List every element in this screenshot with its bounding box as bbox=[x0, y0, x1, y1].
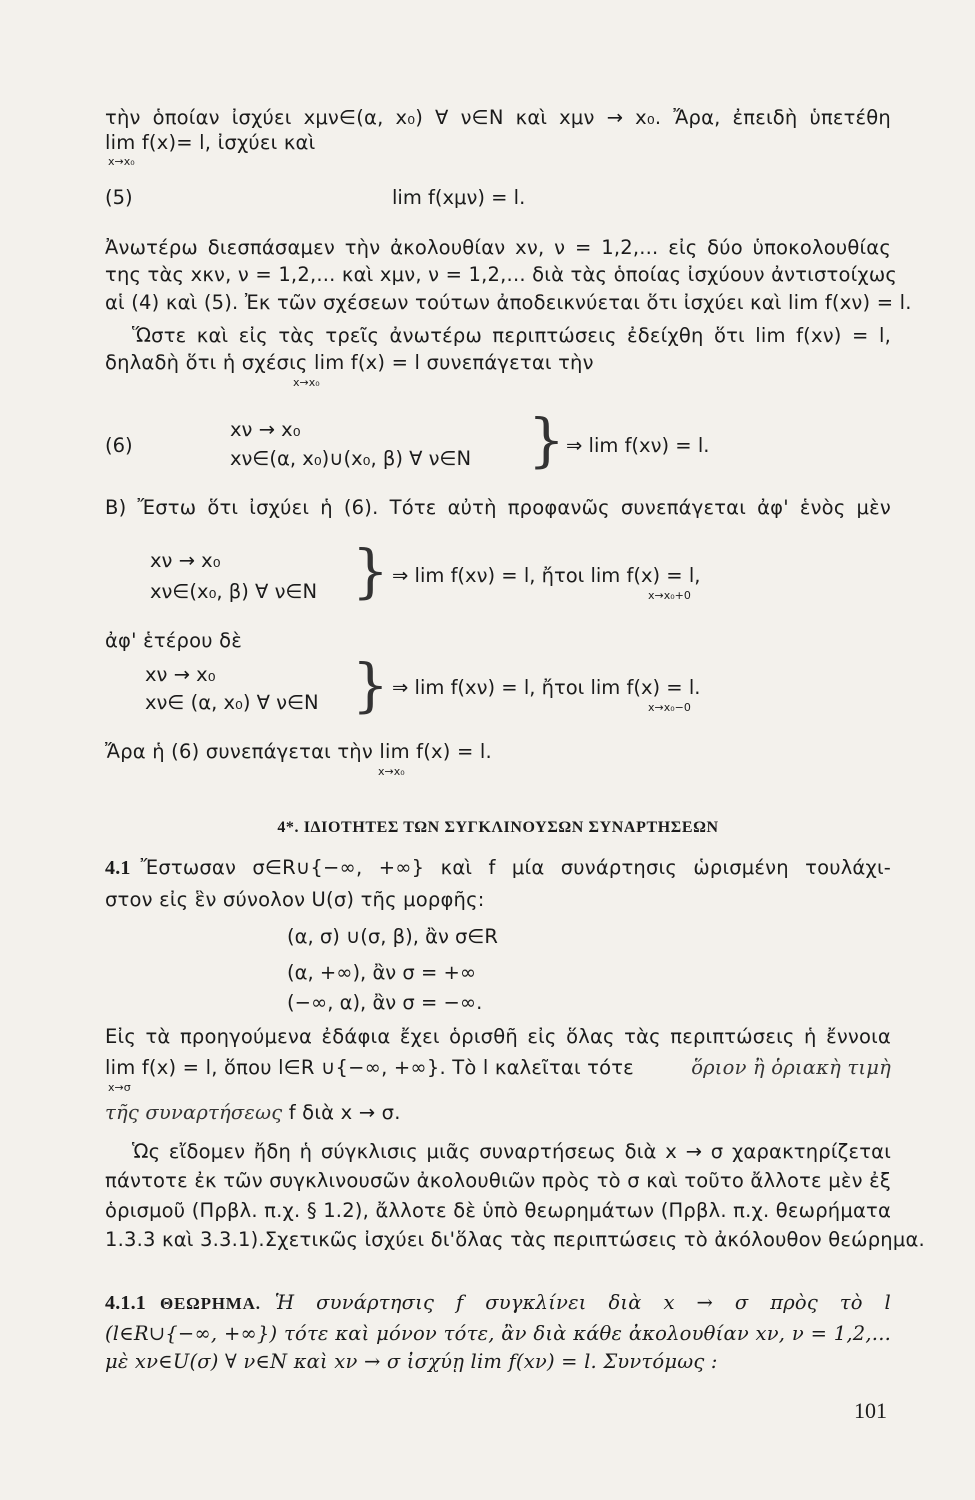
theorem-label: ΘΕΩΡΗΜΑ. bbox=[160, 1294, 261, 1313]
equation-b-result: ⇒ lim f(xν) = l, ἤτοι lim f(x) = l. bbox=[392, 676, 701, 699]
text-line: δηλαδὴ ὅτι ἡ σχέσις lim f(x) = l συνεπάγεται τὴν bbox=[105, 351, 594, 374]
equation-6-condition: xν → x₀ bbox=[230, 418, 301, 441]
text-line bbox=[105, 1056, 891, 1080]
text-line: πάντοτε ἐκ τῶν συγκλινουσῶν ἀκολουθιῶν πρὸς τὸ σ καὶ τοῦτο ἄλλοτε μὲν ἐξ bbox=[105, 1169, 891, 1192]
right-brace: } bbox=[528, 406, 565, 474]
right-brace: } bbox=[352, 651, 389, 719]
equation-6-result: ⇒ lim f(xν) = l. bbox=[566, 434, 710, 457]
text-line: ὁρισμοῦ (Πρβλ. π.χ. § 1.2), ἄλλοτε δὲ ὑπὸ θεωρημάτων (Πρβλ. π.χ. θεωρήματα bbox=[105, 1199, 891, 1222]
theorem-text: Ἡ συνάρτησις f συγκλίνει διὰ x → σ πρὸς τὸ l bbox=[274, 1291, 891, 1314]
equation-a-condition: xν → x₀ bbox=[150, 549, 221, 572]
text-line: ἀφ' ἑτέρου δὲ bbox=[105, 629, 242, 652]
italic-term: ὅριον ἢ ὁριακὴ τιμὴ bbox=[691, 1056, 891, 1079]
text-span: lim f(x) = l, ὅπου l∈R ∪{−∞, +∞}. Τὸ l καλεῖται τότε bbox=[105, 1056, 634, 1079]
text-line: Ὥστε καὶ εἰς τὰς τρεῖς ἀνωτέρω περιπτώσεις ἐδείχθη ὅτι lim f(xν) = l, bbox=[132, 324, 891, 347]
limit-subscript: x→x₀ bbox=[293, 376, 320, 389]
text-span: f διὰ x → σ. bbox=[288, 1101, 401, 1124]
text-line: Εἰς τὰ προηγούμενα ἐδάφια ἔχει ὁρισθῆ εἰς ὅλας τὰς περιπτώσεις ἡ ἔννοια bbox=[105, 1025, 891, 1048]
text-line: 1.3.3 καὶ 3.3.1).Σχετικῶς ἰσχύει δι'ὅλας τὰς περιπτώσεις τὸ ἀκόλουθον θεώρημα. bbox=[105, 1228, 925, 1251]
equation-6-condition: xν∈(α, x₀)∪(x₀, β) ∀ ν∈N bbox=[230, 447, 472, 470]
section-number: 4.1 bbox=[105, 857, 131, 879]
theorem-text-line: μὲ xν∈U(σ) ∀ ν∈N καὶ xν → σ ἰσχύῃ lim f(xν) = l. Συντόμως : bbox=[105, 1350, 718, 1373]
text-line: αἱ (4) καὶ (5). Ἐκ τῶν σχέσεων τούτων ἀποδεικνύεται ὅτι ἰσχύει καὶ lim f(xν) = l. bbox=[105, 291, 912, 314]
equation-b-condition: xν∈ (α, x₀) ∀ ν∈N bbox=[145, 691, 319, 714]
equation-a-condition: xν∈(x₀, β) ∀ ν∈N bbox=[150, 580, 318, 603]
equation-a-result: ⇒ lim f(xν) = l, ἤτοι lim f(x) = l, bbox=[392, 564, 701, 587]
theorem-number: 4.1.1 bbox=[105, 1292, 146, 1314]
limit-subscript: x→x₀−0 bbox=[648, 701, 691, 714]
text-line: Ἄρα ἡ (6) συνεπάγεται τὴν lim f(x) = l. bbox=[105, 740, 492, 763]
text-line: Ὡς εἴδομεν ἤδη ἡ σύγκλισις μιᾶς συναρτήσεως διὰ x → σ χαρακτηρίζεται bbox=[132, 1140, 891, 1163]
equation-label: (6) bbox=[105, 434, 133, 457]
text-line: της τὰς xκν, ν = 1,2,... καὶ xμν, ν = 1,2,... διὰ τὰς ὁποίας ἰσχύουν ἀντιστοίχως bbox=[105, 263, 898, 286]
section-heading: 4*. ΙΔΙΟΤΗΤΕΣ ΤΩΝ ΣΥΓΚΛΙΝΟΥΣΩΝ ΣΥΝΑΡΤΗΣΕΩΝ bbox=[277, 819, 719, 836]
text-line: τὴν ὁποίαν ἰσχύει xμν∈(α, x₀) ∀ ν∈N καὶ xμν → x₀. Ἄρα, ἐπειδὴ ὑπετέθη bbox=[105, 106, 891, 129]
limit-subscript: x→x₀ bbox=[378, 765, 405, 778]
text-line bbox=[105, 1101, 891, 1125]
case-line: (α, +∞), ἂν σ = +∞ bbox=[287, 961, 477, 984]
text-line: B) Ἔστω ὅτι ἰσχύει ἡ (6). Τότε αὐτὴ προφανῶς συνεπάγεται ἀφ' ἑνὸς μὲν bbox=[105, 496, 891, 519]
limit-subscript: x→σ bbox=[108, 1081, 131, 1094]
text-line: στον εἰς ἓν σύνολον U(σ) τῆς μορφῆς: bbox=[105, 888, 485, 911]
text-span: Ἔστωσαν σ∈R∪{−∞, +∞} καὶ f μία συνάρτησις ὡρισμένη τουλάχι- bbox=[140, 856, 891, 879]
equation-5: lim f(xμν) = l. bbox=[392, 186, 526, 209]
case-line: (α, σ) ∪(σ, β), ἂν σ∈R bbox=[287, 925, 498, 948]
page-number: 101 bbox=[854, 1398, 887, 1423]
case-line: (−∞, α), ἂν σ = −∞. bbox=[287, 991, 483, 1014]
limit-subscript: x→x₀ bbox=[108, 155, 135, 168]
limit-subscript: x→x₀+0 bbox=[648, 589, 691, 602]
theorem-line bbox=[105, 1291, 891, 1316]
text-line: lim f(x)= l, ἰσχύει καὶ bbox=[105, 131, 316, 154]
section-4-1-line bbox=[105, 856, 891, 880]
theorem-text-line: (l∈R∪{−∞, +∞}) τότε καὶ μόνον τότε, ἂν διὰ κάθε ἀκολουθίαν xν, ν = 1,2,... bbox=[105, 1322, 891, 1345]
right-brace: } bbox=[352, 537, 389, 605]
equation-label: (5) bbox=[105, 186, 133, 209]
italic-term: τῆς συναρτήσεως bbox=[105, 1101, 283, 1124]
text-line: Ἀνωτέρω διεσπάσαμεν τὴν ἀκολουθίαν xν, ν = 1,2,... εἰς δύο ὑποκολουθίας bbox=[105, 236, 891, 259]
equation-b-condition: xν → x₀ bbox=[145, 663, 216, 686]
